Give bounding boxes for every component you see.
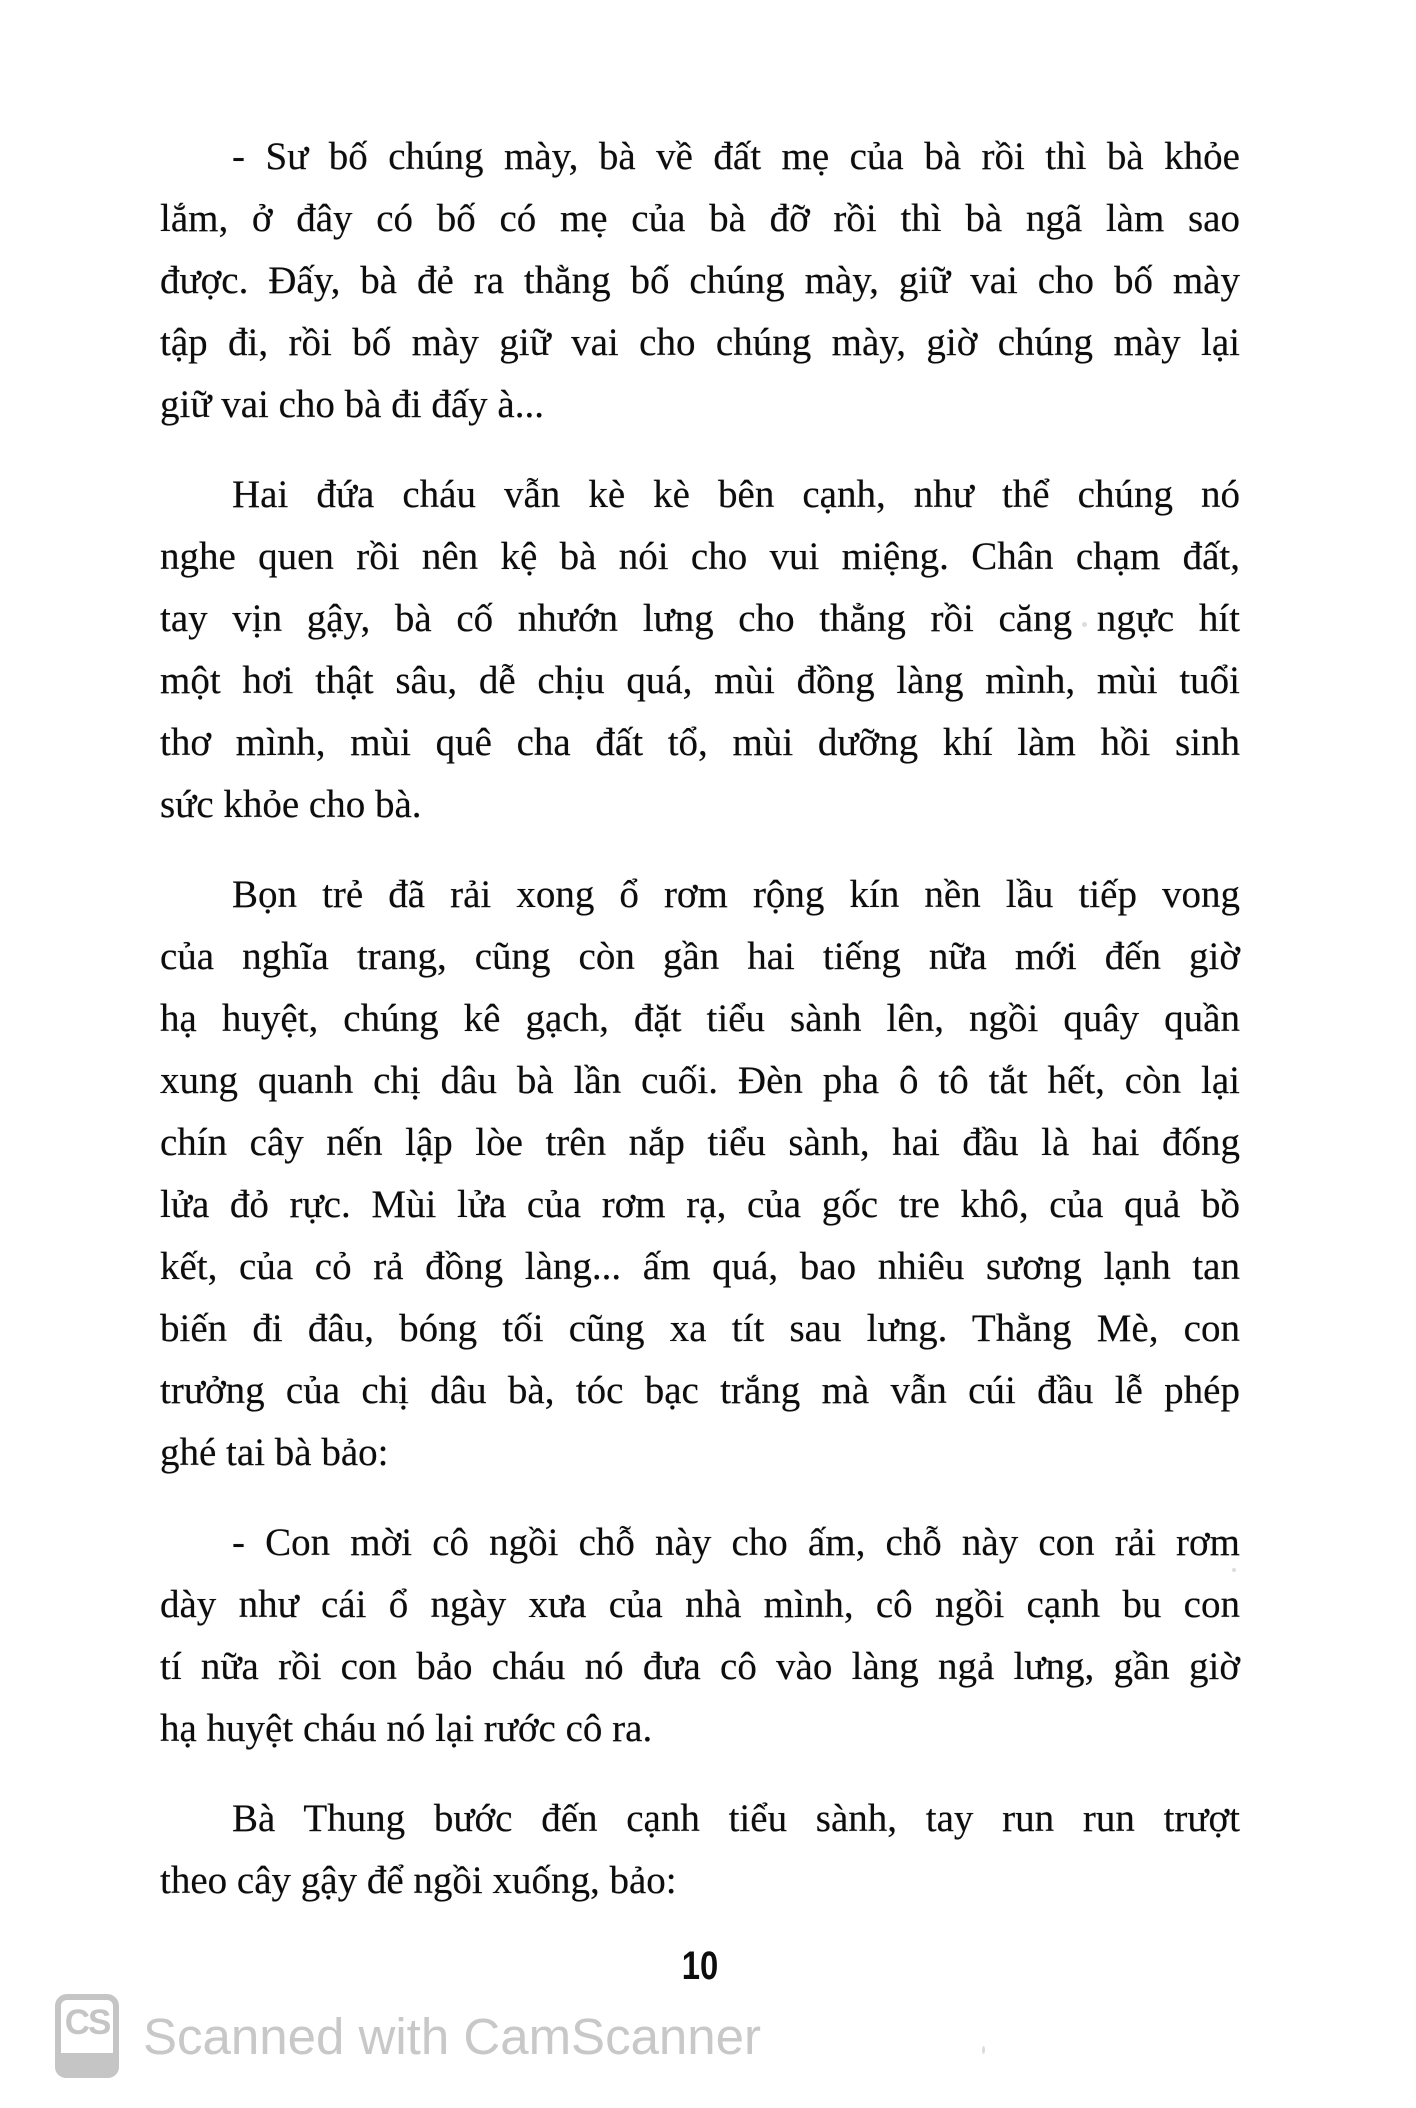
text-line: biến đi đâu, bóng tối cũng xa tít sau lưng. Thằng Mè, con xyxy=(160,1307,1240,1350)
camscanner-logo-icon xyxy=(55,1994,119,2078)
text-line: thơ mình, mùi quê cha đất tổ, mùi dưỡng khí làm hồi sinh xyxy=(160,721,1240,764)
text-line: kết, của cỏ rả đồng làng... ấm quá, bao nhiêu sương lạnh tan xyxy=(160,1245,1240,1288)
text-line: - Sư bố chúng mày, bà về đất mẹ của bà rồi thì bà khỏe xyxy=(232,135,1240,178)
text-line: tí nữa rồi con bảo cháu nó đưa cô vào làng ngả lưng, gần giờ xyxy=(160,1645,1240,1688)
text-line: xung quanh chị dâu bà lần cuối. Đèn pha ô tô tắt hết, còn lại xyxy=(160,1059,1240,1102)
paragraph xyxy=(160,126,1240,436)
paragraph xyxy=(160,1788,1240,1912)
paragraph xyxy=(160,1512,1240,1760)
text-line: theo cây gậy để ngồi xuống, bảo: xyxy=(160,1859,677,1902)
scan-artifact xyxy=(1082,622,1087,627)
camscanner-logo-base xyxy=(55,2053,119,2078)
text-line: tập đi, rồi bố mày giữ vai cho chúng mày, giờ chúng mày lại xyxy=(160,321,1240,364)
scan-artifact xyxy=(1232,1568,1236,1572)
text-line: tay vịn gậy, bà cố nhướn lưng cho thẳng rồi căng ngực hít xyxy=(160,597,1240,640)
text-line: của nghĩa trang, cũng còn gần hai tiếng nữa mới đến giờ xyxy=(160,935,1240,978)
text-line: được. Đấy, bà đẻ ra thằng bố chúng mày, giữ vai cho bố mày xyxy=(160,259,1240,302)
text-line: lắm, ở đây có bố có mẹ của bà đỡ rồi thì bà ngã làm sao xyxy=(160,197,1240,240)
text-line: trưởng của chị dâu bà, tóc bạc trắng mà vẫn cúi đầu lễ phép xyxy=(160,1369,1240,1412)
text-line: sức khỏe cho bà. xyxy=(160,783,422,826)
text-line: hạ huyệt, chúng kê gạch, đặt tiểu sành lên, ngồi quây quần xyxy=(160,997,1240,1040)
paragraph xyxy=(160,864,1240,1484)
text-line: - Con mời cô ngồi chỗ này cho ấm, chỗ này con rải rơm xyxy=(232,1521,1240,1564)
text-line: Hai đứa cháu vẫn kè kè bên cạnh, như thể chúng nó xyxy=(232,473,1240,516)
text-line: chín cây nến lập lòe trên nắp tiểu sành, hai đầu là hai đống xyxy=(160,1121,1240,1164)
page-number: 10 xyxy=(681,1944,719,1988)
text-line: Bọn trẻ đã rải xong ổ rơm rộng kín nền lầu tiếp vong xyxy=(232,873,1240,916)
text-line: một hơi thật sâu, dễ chịu quá, mùi đồng làng mình, mùi tuổi xyxy=(160,659,1240,702)
text-line: giữ vai cho bà đi đấy à... xyxy=(160,383,544,426)
text-line: Bà Thung bước đến cạnh tiểu sành, tay run run trượt xyxy=(232,1797,1240,1840)
text-line: dày như cái ổ ngày xưa của nhà mình, cô ngồi cạnh bu con xyxy=(160,1583,1240,1626)
scan-artifact xyxy=(938,897,942,901)
watermark-label: Scanned with CamScanner xyxy=(143,2007,762,2065)
camscanner-watermark xyxy=(55,1994,761,2078)
text-line: hạ huyệt cháu nó lại rước cô ra. xyxy=(160,1707,653,1750)
text-line: lửa đỏ rực. Mùi lửa của rơm rạ, của gốc tre khô, của quả bồ xyxy=(160,1183,1240,1226)
paragraph xyxy=(160,464,1240,836)
text-line: nghe quen rồi nên kệ bà nói cho vui miệng. Chân chạm đất, xyxy=(160,535,1240,578)
scan-artifact xyxy=(982,2046,985,2054)
camscanner-logo-text: CS xyxy=(64,2003,110,2042)
page-text xyxy=(160,126,1240,1912)
text-line: ghé tai bà bảo: xyxy=(160,1431,389,1474)
